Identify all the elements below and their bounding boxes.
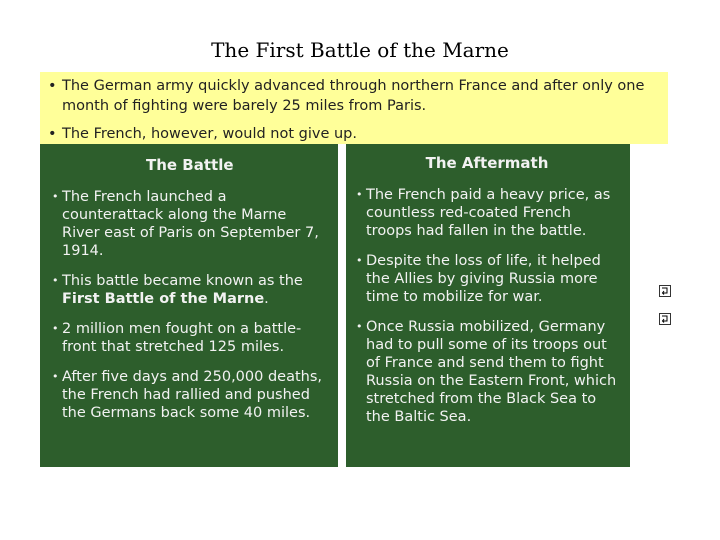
battle-name-bold: First Battle of the Marne: [62, 291, 265, 307]
aftermath-bullet: [356, 186, 618, 240]
battle-bullet-text: 2 million men fought on a battle-front that stretched 125 miles.: [62, 321, 302, 355]
battle-bullet: [52, 320, 324, 356]
return-link-icon[interactable]: [659, 313, 671, 325]
aftermath-heading: The Aftermath: [425, 154, 549, 172]
slide-title: The First Battle of the Marne: [211, 38, 509, 62]
battle-bullet-text: [62, 272, 324, 308]
aftermath-column: [346, 144, 630, 467]
battle-bullet: [52, 272, 324, 308]
battle-heading: The Battle: [146, 156, 234, 174]
battle-bullet-text: After five days and 250,000 deaths, the French had rallied and pushed the Germans back some 40 miles.: [62, 369, 323, 421]
bullet-marker: •: [356, 254, 363, 267]
bullet-marker: •: [48, 78, 57, 94]
battle-name-suffix: .: [264, 291, 269, 307]
intro-bullet: [48, 76, 660, 116]
bullet-marker: •: [52, 274, 59, 287]
intro-bullet: [48, 124, 660, 144]
intro-bullet-text: The French, however, would not give up.: [62, 126, 357, 142]
return-link-icon[interactable]: [659, 285, 671, 297]
bullet-marker: •: [52, 370, 59, 383]
aftermath-bullet-text: Despite the loss of life, it helped the Allies by giving Russia more time to mobilize for war.: [366, 253, 601, 305]
battle-name-prefix: This battle became known as the: [62, 273, 303, 289]
return-arrow-icon: [660, 286, 670, 296]
battle-bullet-text: The French launched a counterattack along the Marne River east of Paris on September 7, 1914.: [62, 189, 319, 259]
return-arrow-icon: [660, 314, 670, 324]
bullet-marker: •: [356, 320, 363, 333]
bullet-marker: •: [48, 126, 57, 142]
aftermath-bullet-text: The French paid a heavy price, as countless red-coated French troops had fallen in the battle.: [366, 187, 611, 239]
aftermath-bullet-text: Once Russia mobilized, Germany had to pull some of its troops out of France and send them to fight Russia on the Eastern Front, which stretched from the Black Sea to the Baltic Sea.: [366, 319, 617, 425]
bullet-marker: •: [356, 188, 363, 201]
battle-column: [40, 144, 338, 467]
aftermath-bullet: [356, 318, 618, 426]
bullet-marker: •: [52, 190, 59, 203]
intro-box: [40, 72, 668, 144]
battle-bullet: [52, 368, 324, 422]
battle-bullet: [52, 188, 324, 260]
aftermath-bullet: [356, 252, 618, 306]
bullet-marker: •: [52, 322, 59, 335]
intro-bullet-text: The German army quickly advanced through northern France and after only one month of fighting were barely 25 miles from Paris.: [62, 78, 645, 114]
